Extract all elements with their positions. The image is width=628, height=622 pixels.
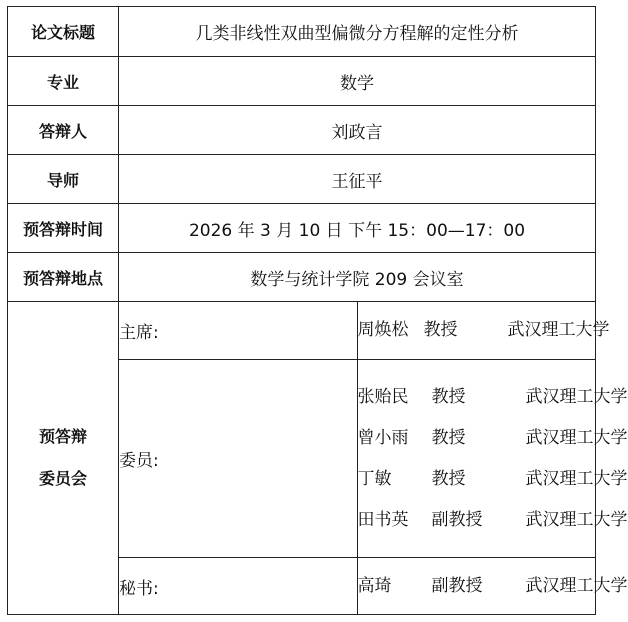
candidate-value: 刘政言 <box>119 106 596 155</box>
table-row <box>8 106 596 155</box>
member-line <box>357 377 628 418</box>
member-name: 周焕松 <box>357 320 409 340</box>
member-title: 教授 <box>423 320 458 340</box>
committee-label-line2: 委员会 <box>38 469 87 488</box>
defense-info-table <box>7 6 628 615</box>
member-line <box>357 418 628 459</box>
member-title: 教授 <box>431 386 466 407</box>
member-name: 高琦 <box>357 575 392 596</box>
chair-role-label: 主席: <box>119 302 358 360</box>
member-title: 副教授 <box>431 575 483 596</box>
table-row <box>8 253 596 302</box>
member-org: 武汉理工大学 <box>525 468 628 489</box>
member-org: 武汉理工大学 <box>507 320 610 340</box>
table-row <box>8 155 596 204</box>
member-org: 武汉理工大学 <box>525 575 628 596</box>
members-role-label: 委员: <box>119 360 358 558</box>
table-row <box>8 204 596 253</box>
major-label: 专业 <box>8 57 119 106</box>
chair-row <box>8 302 596 360</box>
member-org: 武汉理工大学 <box>525 427 628 448</box>
member-name: 曾小雨 <box>357 427 409 448</box>
defense-time-value: 2026 年 3 月 10 日 下午 15：00—17：00 <box>119 204 596 253</box>
secretary-role-label: 秘书: <box>119 558 358 615</box>
defense-location-value: 数学与统计学院 209 会议室 <box>119 253 596 302</box>
member-line <box>357 310 610 351</box>
member-line <box>357 500 628 541</box>
member-org: 武汉理工大学 <box>525 386 628 407</box>
member-title: 教授 <box>431 427 466 448</box>
title-value: 几类非线性双曲型偏微分方程解的定性分析 <box>119 7 596 57</box>
member-name: 田书英 <box>357 509 409 530</box>
advisor-label: 导师 <box>8 155 119 204</box>
advisor-value: 王征平 <box>119 155 596 204</box>
member-name: 丁敏 <box>357 468 392 489</box>
committee-members <box>357 360 628 558</box>
member-title: 教授 <box>431 468 466 489</box>
chair-members <box>357 302 610 360</box>
member-org: 武汉理工大学 <box>525 509 628 530</box>
defense-time-label: 预答辩时间 <box>8 204 119 253</box>
member-name: 张贻民 <box>357 386 409 407</box>
committee-label-line1: 预答辩 <box>38 427 87 446</box>
member-title: 副教授 <box>431 509 483 530</box>
secretary-members <box>357 558 628 615</box>
defense-location-label: 预答辩地点 <box>8 253 119 302</box>
table-row <box>8 57 596 106</box>
candidate-label: 答辩人 <box>8 106 119 155</box>
title-label: 论文标题 <box>8 7 119 57</box>
committee-label <box>8 302 119 615</box>
member-line <box>357 459 628 500</box>
major-value: 数学 <box>119 57 596 106</box>
table-row <box>8 7 596 57</box>
member-line <box>357 566 628 607</box>
